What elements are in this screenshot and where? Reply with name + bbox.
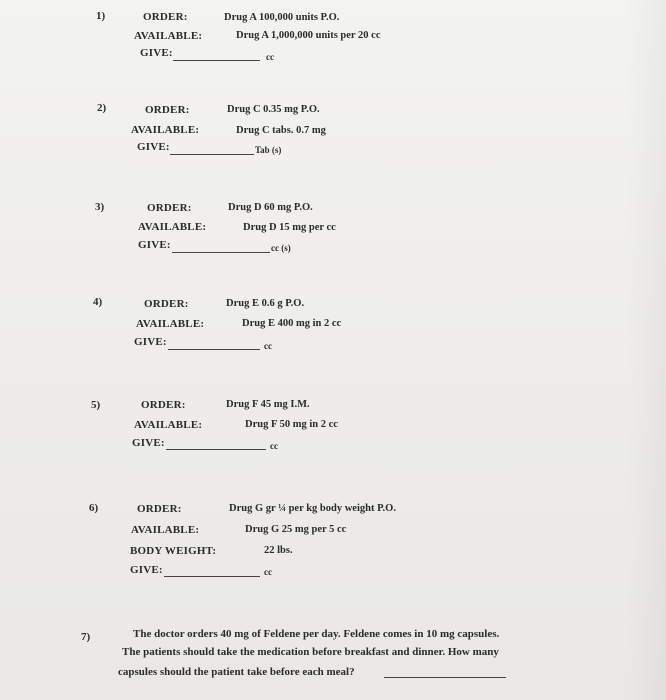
problem-3-unit: cc (s): [271, 243, 291, 253]
problem-6-available-label: AVAILABLE:: [131, 524, 200, 536]
problem-3-number: 3): [95, 201, 105, 213]
problem-2-unit: Tab (s): [255, 145, 282, 155]
problem-4-available-label: AVAILABLE:: [136, 318, 205, 330]
problem-5-unit: cc: [270, 441, 278, 451]
problem-3-available-value: Drug D 15 mg per cc: [243, 222, 336, 233]
problem-1-answer-line[interactable]: [173, 60, 260, 61]
problem-2-number: 2): [97, 102, 107, 114]
problem-6-answer-line[interactable]: [164, 576, 260, 577]
problem-5-order-value: Drug F 45 mg I.M.: [226, 399, 310, 410]
problem-6-unit: cc: [264, 567, 272, 577]
problem-6-number: 6): [89, 502, 99, 514]
problem-1-order-label: ORDER:: [143, 11, 188, 23]
page-edge-shadow: [626, 0, 666, 700]
problem-3-order-label: ORDER:: [147, 202, 192, 214]
problem-2-give-label: GIVE:: [137, 141, 170, 153]
problem-3-give-label: GIVE:: [138, 239, 171, 251]
problem-7-line-1: The doctor orders 40 mg of Feldene per day. Feldene comes in 10 mg capsules.: [133, 628, 500, 640]
problem-6-give-label: GIVE:: [130, 564, 163, 576]
problem-5-answer-line[interactable]: [166, 449, 266, 450]
problem-1-give-label: GIVE:: [140, 47, 173, 59]
problem-4-answer-line[interactable]: [168, 349, 260, 350]
problem-7-line-3: capsules should the patient take before each meal?: [118, 666, 355, 678]
problem-4-order-value: Drug E 0.6 g P.O.: [226, 298, 305, 309]
problem-1-available-value: Drug A 1,000,000 units per 20 cc: [236, 30, 381, 41]
problem-1-unit: cc: [266, 52, 274, 62]
problem-1-number: 1): [96, 10, 106, 22]
problem-2-order-label: ORDER:: [145, 104, 190, 116]
problem-3-answer-line[interactable]: [172, 252, 270, 253]
problem-7-answer-line[interactable]: [384, 677, 506, 678]
problem-5-available-value: Drug F 50 mg in 2 cc: [245, 419, 338, 430]
problem-3-order-value: Drug D 60 mg P.O.: [228, 202, 313, 213]
problem-6-order-label: ORDER:: [137, 503, 182, 515]
problem-6-body-weight-value: 22 lbs.: [264, 545, 293, 556]
problem-7-line-2: The patients should take the medication before breakfast and dinner. How many: [122, 646, 499, 658]
problem-4-available-value: Drug E 400 mg in 2 cc: [242, 318, 342, 329]
problem-4-unit: cc: [264, 341, 272, 351]
problem-5-order-label: ORDER:: [141, 399, 186, 411]
problem-5-available-label: AVAILABLE:: [134, 419, 203, 431]
problem-5-number: 5): [91, 399, 101, 411]
problem-6-order-value: Drug G gr ¼ per kg body weight P.O.: [229, 503, 396, 514]
problem-2-answer-line[interactable]: [170, 154, 254, 155]
problem-4-order-label: ORDER:: [144, 298, 189, 310]
problem-2-order-value: Drug C 0.35 mg P.O.: [227, 104, 320, 115]
problem-2-available-label: AVAILABLE:: [131, 124, 200, 136]
problem-6-available-value: Drug G 25 mg per 5 cc: [245, 524, 347, 535]
problem-7-number: 7): [81, 631, 91, 643]
problem-3-available-label: AVAILABLE:: [138, 221, 207, 233]
problem-1-available-label: AVAILABLE:: [134, 30, 203, 42]
problem-1-order-value: Drug A 100,000 units P.O.: [224, 12, 340, 23]
problem-6-body-weight-label: BODY WEIGHT:: [130, 545, 217, 557]
problem-4-give-label: GIVE:: [134, 336, 167, 348]
problem-5-give-label: GIVE:: [132, 437, 165, 449]
problem-2-available-value: Drug C tabs. 0.7 mg: [236, 125, 326, 136]
problem-4-number: 4): [93, 296, 103, 308]
